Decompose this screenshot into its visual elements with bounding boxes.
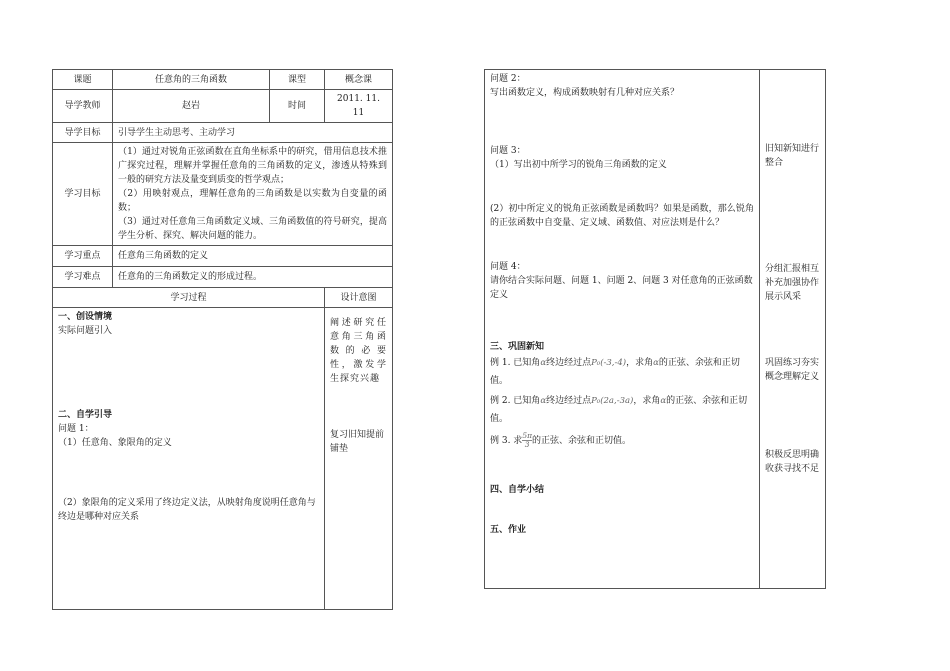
topic-value: 任意角的三角函数 (113, 70, 270, 90)
teacher-value: 赵岩 (113, 90, 270, 123)
teacher-label: 导学教师 (53, 90, 113, 123)
type-label: 课型 (270, 70, 325, 90)
section2-title: 二、自学引导 (58, 410, 113, 420)
process-body-right (485, 70, 760, 589)
process-header: 学习过程 (53, 288, 325, 308)
difficulty-value: 任意角的三角函数定义的形成过程。 (113, 267, 393, 288)
q4-text: 请你结合实际问题、问题 1、问题 2、问题 3 对任意角的正弦函数定义 (490, 276, 753, 300)
study-goal-line-2: （2）用映射观点，理解任意角的三角函数是以实数为自变量的函数； (118, 189, 387, 213)
q3-label: 问题 3： (490, 146, 526, 156)
q1-label: 问题 1： (58, 424, 94, 434)
study-goal-line-3: （3）通过对任意角三角函数定义域、三角函数值的符号研究，提高学生分析、探究、解决问题的能力。 (118, 217, 387, 241)
intent-header: 设计意图 (325, 288, 393, 308)
study-goal-line-1: （1）通过对锐角正弦函数在直角坐标系中的研究，借用信息技术推广探究过程，理解并掌握任意角的三角函数的定义，渗透从特殊到一般的研究方法及量变到质变的哲学观点； (118, 147, 387, 185)
example-3: 例 3. 求$\frac{5\pi}{3}$ 的正弦、余弦和正切值。 (490, 431, 632, 449)
topic-label: 课题 (53, 70, 113, 90)
fraction-5pi-over-3: $\frac{5\pi}{3}$ (522, 431, 533, 449)
intent2: 复习旧知提前铺垫 (330, 430, 385, 454)
study-goal-value (113, 143, 393, 246)
intent4: 分组汇报相互补充加强协作展示风采 (765, 264, 820, 302)
q2-label: 问题 2： (490, 74, 526, 84)
intent6: 积极反思明确收获寻找不足 (765, 450, 820, 474)
right-lesson-table (484, 69, 826, 589)
intent-body-left (325, 308, 393, 610)
key-label: 学习重点 (53, 246, 113, 267)
q1-item1: （1）任意角、象限角的定义 (58, 438, 172, 448)
ex2-point: P₀(2a,-3a) (591, 396, 634, 406)
section5-title: 五、作业 (490, 525, 527, 535)
study-goal-label: 学习目标 (53, 143, 113, 246)
ex1-point: P₀(-3,-4) (591, 358, 627, 368)
intent3: 旧知新知进行整合 (765, 144, 820, 168)
intent-body-right (760, 70, 826, 589)
section-create-situation (58, 310, 319, 338)
q4-label: 问题 4： (490, 262, 526, 272)
key-value: 任意角三角函数的定义 (113, 246, 393, 267)
process-body-left (53, 308, 325, 610)
q2-text: 写出函数定义，构成函数映射有几种对应关系？ (490, 88, 680, 98)
section3-title: 三、巩固新知 (490, 342, 545, 352)
guide-goal-value: 引导学生主动思考、主动学习 (113, 123, 393, 143)
section1-title: 一、创设情境 (58, 312, 113, 322)
q3-item2: (2）初中所定义的锐角正弦函数是函数吗？如果是函数，那么锐角的正弦函数中自变量、定义域、函数值、对应法则是什么？ (490, 204, 754, 228)
section-self-study (58, 408, 319, 524)
time-label: 时间 (270, 90, 325, 123)
section1-text: 实际问题引入 (58, 326, 113, 336)
intent1: 阐述研究任意角三角函数的必要性，激发学生探究兴趣 (330, 318, 387, 384)
guide-goal-label: 导学目标 (53, 123, 113, 143)
example-2: 例 2. 已知角α终边经过点P₀(2a,-3a)，求角α的正弦、余弦和正切值。 (490, 396, 748, 424)
q3-item1: （1）写出初中所学习的锐角三角函数的定义 (490, 160, 667, 170)
time-value: 2011. 11. 11 (325, 90, 393, 123)
left-lesson-table (52, 69, 393, 610)
section4-title: 四、自学小结 (490, 485, 545, 495)
q1-item2: （2）象限角的定义采用了终边定义法，从映射角度说明任意角与终边是哪种对应关系 (58, 498, 316, 522)
example-1: 例 1. 已知角α终边经过点P₀(-3,-4)，求角α的正弦、余弦和正切值。 (490, 358, 740, 386)
type-value: 概念课 (325, 70, 393, 90)
intent5: 巩固练习夯实概念理解定义 (765, 358, 820, 382)
difficulty-label: 学习难点 (53, 267, 113, 288)
